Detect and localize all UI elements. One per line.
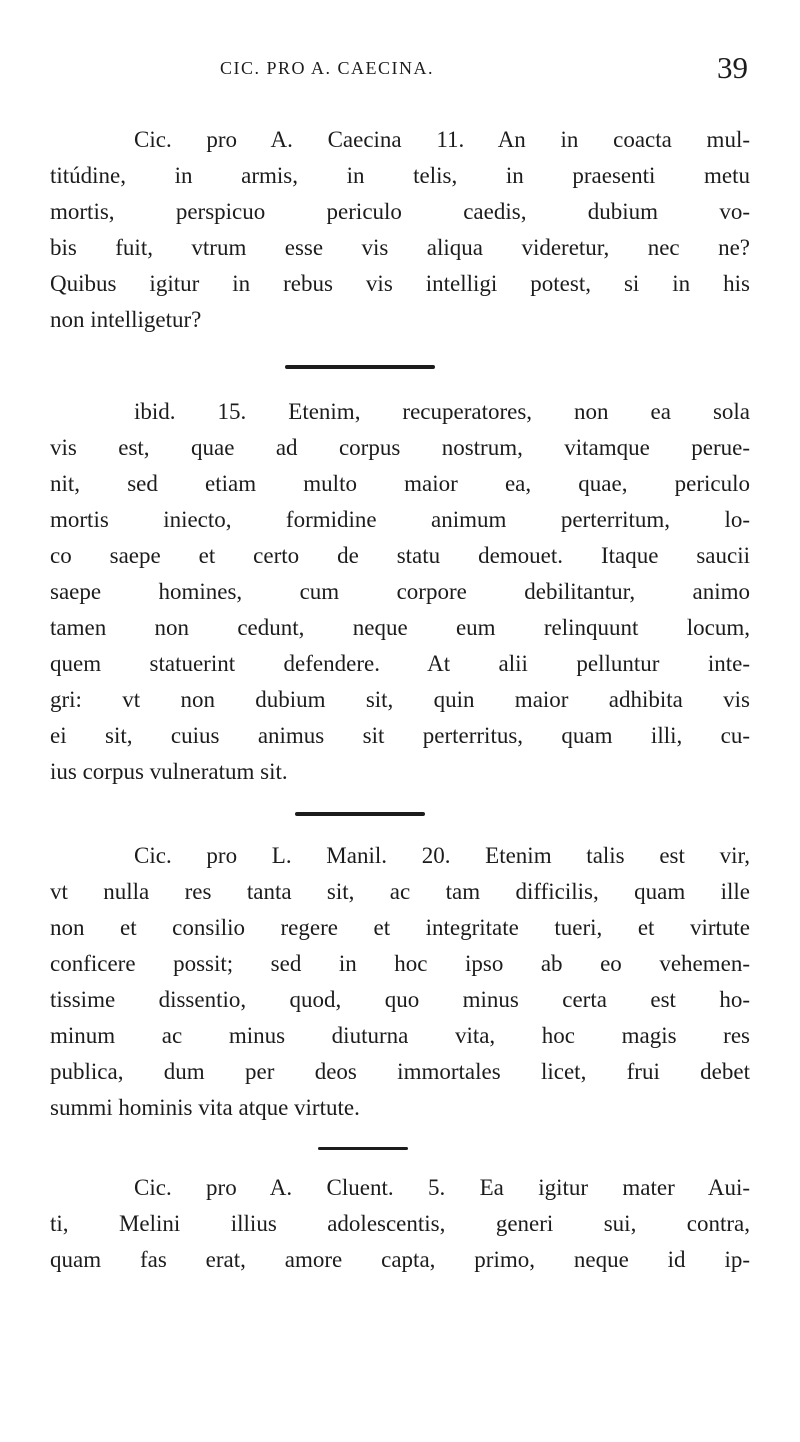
text-line: Quibus igitur in rebus vis intelligi potest, si in his [50, 271, 750, 296]
text-line: Cic. pro A. Caecina 11. An in coacta mul- [134, 127, 750, 152]
page-number: 39 [717, 50, 748, 85]
text-line: quam fas erat, amore capta, primo, neque id ip- [50, 1247, 750, 1272]
text-line: conficere possit; sed in hoc ipso ab eo vehemen- [50, 951, 750, 976]
text-line: tamen non cedunt, neque eum relinquunt locum, [50, 615, 750, 640]
passage-caecina-15 [50, 394, 750, 790]
text-line: non intelligetur? [50, 307, 202, 332]
running-head: CIC. PRO A. CAECINA. [220, 58, 435, 78]
passage-caecina-11 [50, 122, 750, 338]
text-line: ti, Melini illius adolescentis, generi sui, contra, [50, 1211, 750, 1236]
text-line: nit, sed etiam multo maior ea, quae, periculo [50, 471, 750, 496]
text-line: ius corpus vulneratum sit. [50, 759, 288, 784]
text-line: mortis, perspicuo periculo caedis, dubium vo- [50, 199, 750, 224]
text-line: vis est, quae ad corpus nostrum, vitamque perue- [50, 435, 750, 460]
text-line: vt nulla res tanta sit, ac tam difficilis, quam ille [50, 879, 750, 904]
text-line: bis fuit, vtrum esse vis aliqua videretur, nec ne? [50, 235, 750, 260]
passage-pro-manilio-20 [50, 838, 750, 1126]
text-line: tissime dissentio, quod, quo minus certa est ho- [50, 987, 750, 1012]
text-line: minum ac minus diuturna vita, hoc magis res [50, 1023, 750, 1048]
passage-pro-cluentio-5 [50, 1170, 750, 1278]
text-line: titúdine, in armis, in telis, in praesenti metu [50, 163, 750, 188]
text-line: saepe homines, cum corpore debilitantur, animo [50, 579, 750, 604]
text-line: mortis iniecto, formidine animum perterritum, lo- [50, 507, 750, 532]
text-line: publica, dum per deos immortales licet, frui debet [50, 1059, 750, 1084]
text-line: Cic. pro A. Cluent. 5. Ea igitur mater Aui- [134, 1175, 750, 1200]
text-line: ibid. 15. Etenim, recuperatores, non ea sola [134, 399, 750, 424]
section-divider [318, 1147, 408, 1150]
text-line: co saepe et certo de statu demouet. Itaque saucii [50, 543, 750, 568]
text-line: non et consilio regere et integritate tueri, et virtute [50, 915, 750, 940]
text-line: ei sit, cuius animus sit perterritus, quam illi, cu- [50, 723, 750, 748]
section-divider [295, 812, 425, 816]
text-line: summi hominis vita atque virtute. [50, 1095, 360, 1120]
page-header [0, 44, 800, 94]
text-line: Cic. pro L. Manil. 20. Etenim talis est vir, [134, 843, 750, 868]
text-line: gri: vt non dubium sit, quin maior adhibita vis [50, 687, 750, 712]
section-divider [285, 365, 435, 369]
text-line: quem statuerint defendere. At alii pelluntur inte- [50, 651, 750, 676]
